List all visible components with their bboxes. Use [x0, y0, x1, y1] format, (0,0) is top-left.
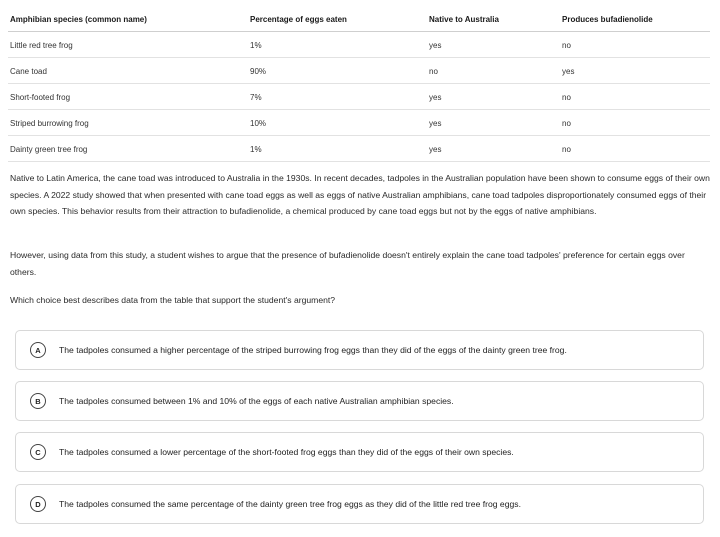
table-cell-species: Cane toad	[8, 58, 248, 84]
answer-choice-b[interactable]	[15, 381, 704, 421]
choice-letter-badge: D	[30, 496, 46, 512]
table-cell-native: yes	[427, 110, 560, 136]
table-cell-bufadienolide: no	[560, 32, 710, 58]
table-row	[8, 110, 710, 136]
table-cell-percentage: 10%	[248, 110, 427, 136]
table-cell-species: Striped burrowing frog	[8, 110, 248, 136]
table-cell-species: Short-footed frog	[8, 84, 248, 110]
table-cell-bufadienolide: yes	[560, 58, 710, 84]
choice-letter-badge: A	[30, 342, 46, 358]
table-cell-percentage: 90%	[248, 58, 427, 84]
table-cell-native: yes	[427, 32, 560, 58]
choice-text: The tadpoles consumed the same percentage of the dainty green tree frog eggs as they did of the little red tree frog eggs.	[59, 499, 521, 509]
table-cell-percentage: 1%	[248, 136, 427, 162]
answer-choice-c[interactable]	[15, 432, 704, 472]
table-cell-native: yes	[427, 84, 560, 110]
table-header-bufadienolide: Produces bufadienolide	[560, 8, 710, 32]
table-cell-native: no	[427, 58, 560, 84]
table-row	[8, 84, 710, 110]
answer-choice-d[interactable]	[15, 484, 704, 524]
table-cell-bufadienolide: no	[560, 136, 710, 162]
table-cell-percentage: 1%	[248, 32, 427, 58]
table-row	[8, 136, 710, 162]
table-header-percentage: Percentage of eggs eaten	[248, 8, 427, 32]
table-cell-species: Dainty green tree frog	[8, 136, 248, 162]
data-table	[8, 8, 710, 162]
passage-paragraph-1: Native to Latin America, the cane toad was introduced to Australia in the 1930s. In recent decades, tadpoles in the Australian population have been shown to consume eggs of their own species. A 2022 study showed that when presented with cane toad eggs as well as eggs of native Australian amphibians, cane toad tadpoles disproportionately consumed eggs of their own species. This behavior results from their attraction to bufadienolide, a chemical produced by cane toad eggs but not by the eggs of native amphibians.	[10, 173, 710, 216]
table-row	[8, 32, 710, 58]
table-header-row	[8, 8, 710, 32]
choice-text: The tadpoles consumed between 1% and 10% of the eggs of each native Australian amphibian species.	[59, 396, 454, 406]
choice-text: The tadpoles consumed a higher percentage of the striped burrowing frog eggs than they did of the eggs of the dainty green tree frog.	[59, 345, 567, 355]
table-header-species: Amphibian species (common name)	[8, 8, 248, 32]
choice-letter-badge: B	[30, 393, 46, 409]
choice-letter-badge: C	[30, 444, 46, 460]
table-cell-species: Little red tree frog	[8, 32, 248, 58]
table-cell-bufadienolide: no	[560, 84, 710, 110]
table-cell-native: yes	[427, 136, 560, 162]
choice-text: The tadpoles consumed a lower percentage of the short-footed frog eggs than they did of the eggs of their own species.	[59, 447, 514, 457]
question-prompt: Which choice best describes data from the table that support the student's argument?	[10, 295, 336, 305]
answer-choice-a[interactable]	[15, 330, 704, 370]
table-row	[8, 58, 710, 84]
table-header-native: Native to Australia	[427, 8, 560, 32]
table-cell-bufadienolide: no	[560, 110, 710, 136]
table-cell-percentage: 7%	[248, 84, 427, 110]
passage-paragraph-2: However, using data from this study, a student wishes to argue that the presence of bufadienolide doesn't entirely explain the cane toad tadpoles' preference for certain eggs over others.	[10, 250, 685, 277]
